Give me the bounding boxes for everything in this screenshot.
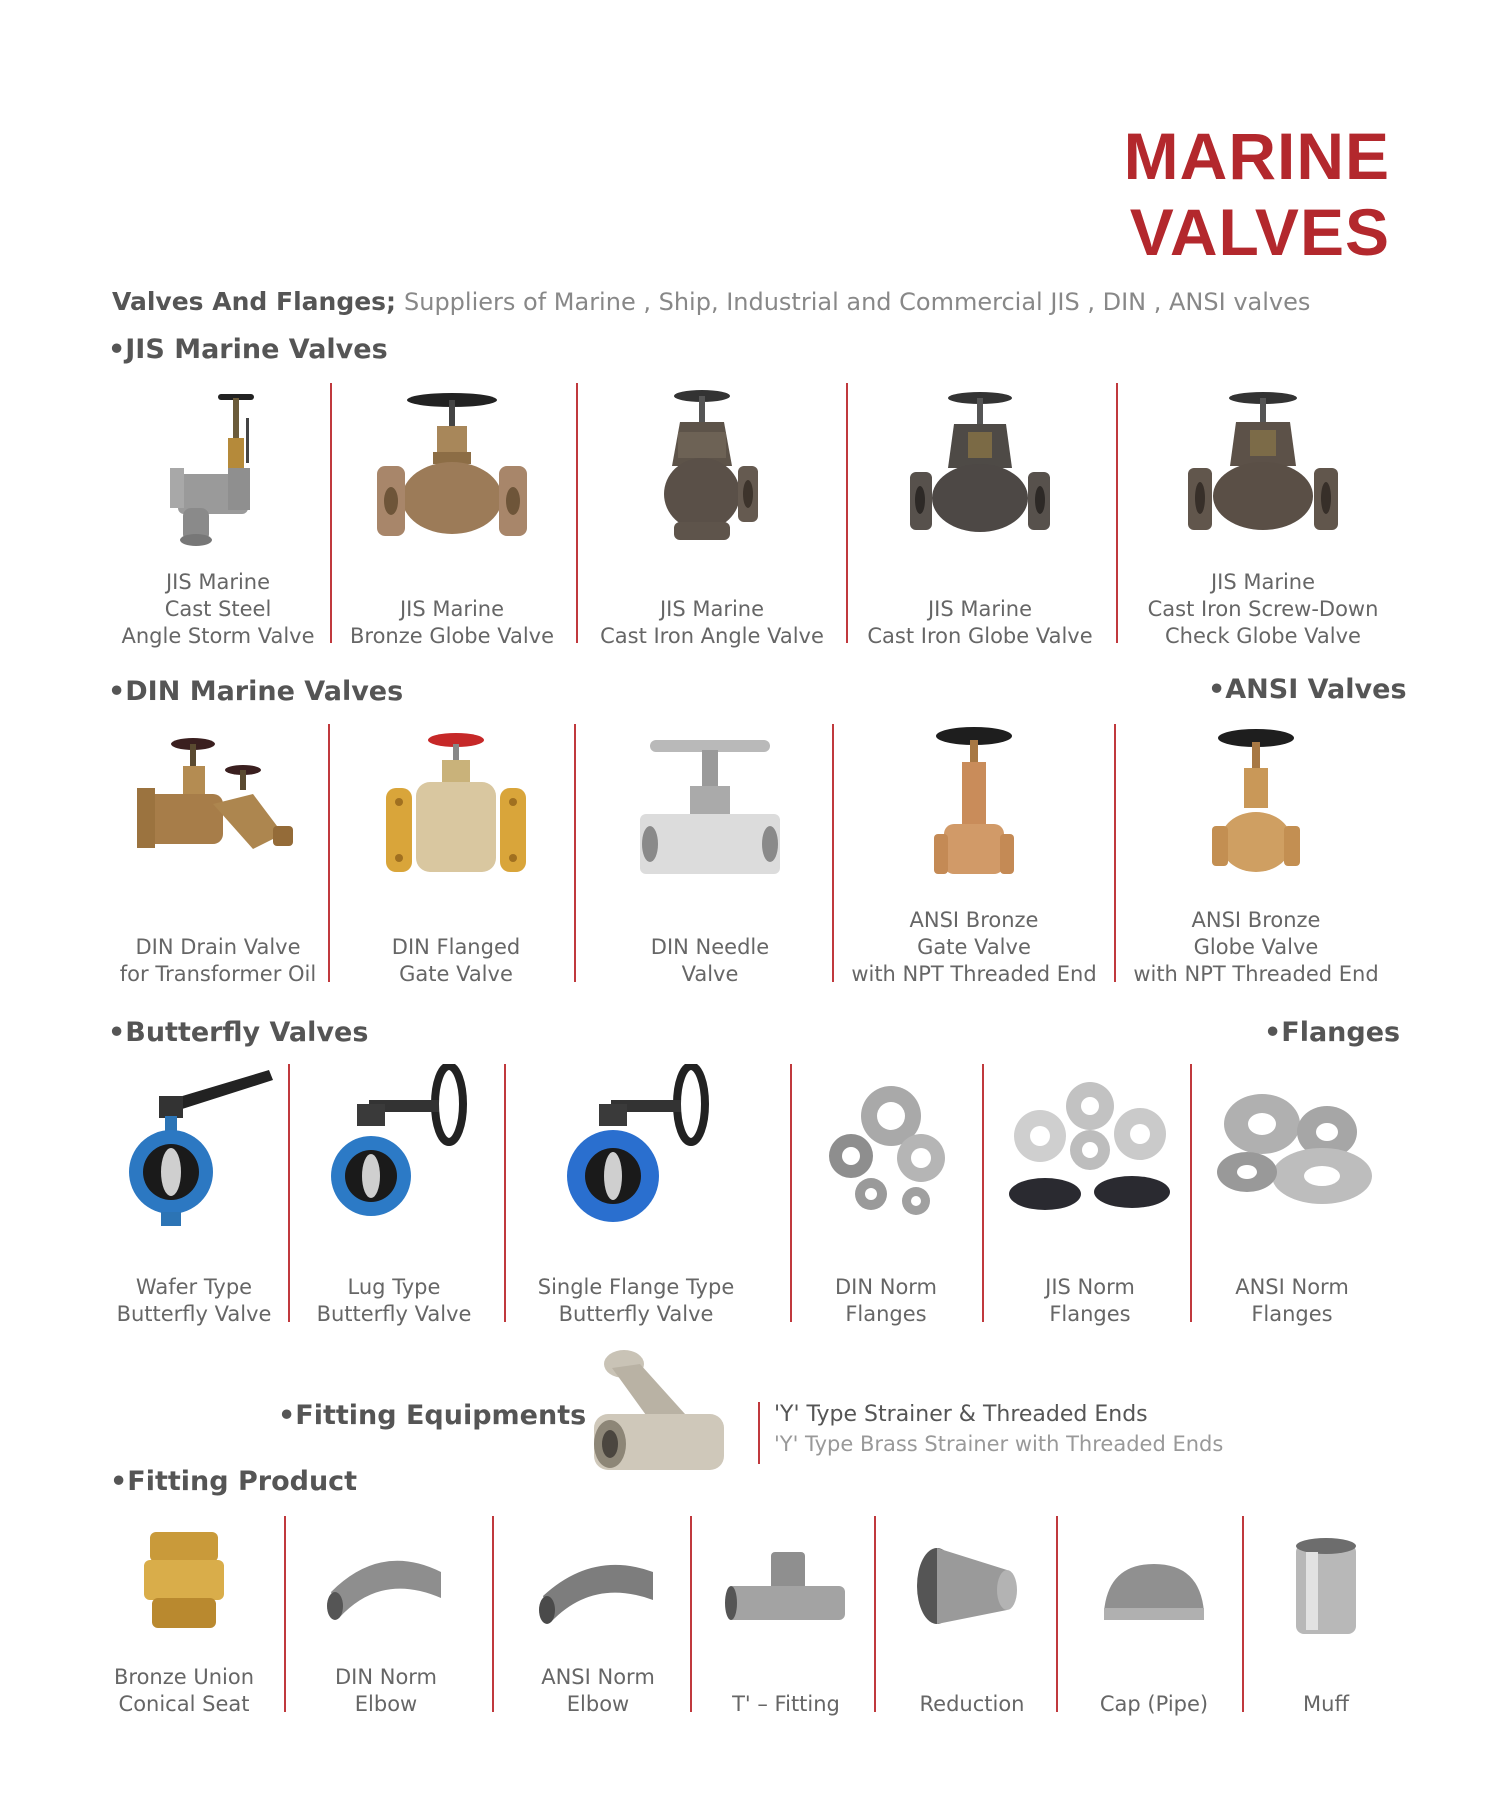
section-jis-heading: •JIS Marine Valves [108,334,388,365]
ansi-gate-valve-image [844,724,1104,894]
divider [790,1064,792,1322]
caption-line: DIN Drain Valve [135,935,301,959]
caption-line: Gate Valve [917,935,1031,959]
caption-line: DIN Norm [834,1275,938,1299]
product-jis-cast-iron-angle [588,378,836,650]
caption-line: ANSI Bronze [909,908,1039,932]
section-fitting-product-heading: •Fitting Product [110,1466,358,1497]
product-din-drain [108,720,328,988]
divider [1190,1064,1192,1322]
product-jis-screw-down-check [1128,378,1398,650]
product-jis-cast-iron-globe [856,378,1104,650]
section-din-heading: •DIN Marine Valves [108,676,404,707]
divider [288,1064,290,1322]
section-butterfly-heading: •Butterfly Valves [108,1017,369,1048]
caption [844,907,1104,988]
caption [856,596,1104,650]
flanged-gate-valve-image [340,730,572,890]
caption-line: Cast Iron Screw-Down [1147,597,1379,621]
section-flanges-heading: •Flanges [1264,1017,1401,1048]
caption-line: Butterfly Valve [558,1302,714,1326]
caption-line: Lug Type [347,1275,441,1299]
caption-line: Butterfly Valve [116,1302,272,1326]
ansi-globe-valve-image [1126,724,1386,894]
caption-line: JIS Marine [165,570,271,594]
divider [1116,383,1118,643]
bronze-union-image [104,1526,264,1636]
caption [1202,1274,1382,1328]
divider [1242,1516,1244,1712]
din-flanges-image [800,1076,972,1226]
needle-valve-image [586,734,834,894]
lug-butterfly-valve-image [300,1064,488,1234]
bronze-globe-valve-image [342,386,562,546]
caption-line: JIS Marine [1210,570,1316,594]
screw-down-check-valve-image [1128,386,1398,546]
drain-valve-image [108,734,328,864]
divider [328,724,330,982]
caption-line: Cast Iron Globe Valve [867,624,1093,648]
cap-pipe-image [1068,1558,1240,1628]
jis-flanges-image [992,1076,1188,1226]
caption-line: Globe Valve [1193,935,1319,959]
caption [800,1274,972,1328]
y-strainer-image [584,1344,734,1484]
t-fitting-image [706,1546,866,1636]
product-ansi-flanges [1202,1060,1382,1328]
caption [1068,1691,1240,1718]
divider [832,724,834,982]
product-jis-angle-storm [108,378,328,650]
product-lug-butterfly [300,1060,488,1328]
caption [508,1664,688,1718]
caption-line: Cast Iron Angle Valve [600,624,824,648]
caption-line: for Transformer Oil [119,962,317,986]
intro-line [112,287,1310,316]
product-wafer-butterfly [104,1060,284,1328]
caption-line: Elbow [566,1692,630,1716]
caption [588,596,836,650]
caption-line: DIN Norm [334,1665,438,1689]
caption-line: Flanges [1049,1302,1131,1326]
caption-line: Wafer Type [135,1275,253,1299]
caption-line: Check Globe Valve [1165,624,1361,648]
divider [574,724,576,982]
product-ansi-elbow [508,1512,688,1718]
product-single-flange-butterfly [518,1060,754,1328]
caption-line: Flanges [1251,1302,1333,1326]
ansi-elbow-image [508,1556,688,1626]
caption-line: Cast Steel [164,597,272,621]
muff-image [1256,1532,1396,1642]
wafer-butterfly-valve-image [104,1064,284,1234]
caption-line: Angle Storm Valve [121,624,315,648]
product-bronze-union [104,1512,264,1718]
caption-line: Elbow [354,1692,418,1716]
caption [340,934,572,988]
caption [300,1664,472,1718]
divider [576,383,578,643]
cast-iron-angle-valve-image [588,386,836,546]
product-cap-pipe [1068,1512,1240,1718]
section-fitting-equipments-heading: •Fitting Equipments [278,1400,587,1431]
page-title: MARINE VALVES [1123,119,1390,269]
product-din-needle [586,720,834,988]
reduction-image [888,1540,1056,1640]
caption-line: DIN Flanged [391,935,521,959]
caption [104,1664,264,1718]
intro-bold: Valves And Flanges; [112,287,397,316]
caption-line: Bronze Globe Valve [349,624,555,648]
product-ansi-bronze-globe [1126,720,1386,988]
divider [874,1516,876,1712]
product-din-flanged-gate [340,720,572,988]
caption [108,934,328,988]
divider [284,1516,286,1712]
caption-line: Reduction [919,1692,1025,1716]
product-jis-bronze-globe [342,378,562,650]
divider [492,1516,494,1712]
intro-rest: Suppliers of Marine , Ship, Industrial and Commercial JIS , DIN , ANSI valves [404,288,1311,316]
din-elbow-image [300,1552,472,1622]
cast-iron-globe-valve-image [856,388,1104,548]
divider [982,1064,984,1322]
product-ansi-bronze-gate [844,720,1104,988]
divider [1114,724,1116,982]
divider [690,1516,692,1712]
caption-line: Muff [1303,1692,1349,1716]
divider [1056,1516,1058,1712]
caption-line: JIS Marine [659,597,765,621]
caption-line: Gate Valve [399,962,513,986]
caption-line: Butterfly Valve [316,1302,472,1326]
caption-line: with NPT Threaded End [1133,962,1379,986]
caption [1126,907,1386,988]
strainer-subtitle: 'Y' Type Brass Strainer with Threaded Ends [774,1432,1224,1456]
angle-storm-valve-image [108,388,328,548]
caption [108,569,328,650]
caption-line: T' – Fitting [732,1692,840,1716]
caption-line: ANSI Norm [541,1665,655,1689]
section-ansi-heading: •ANSI Valves [1208,674,1407,705]
caption [342,596,562,650]
caption [104,1274,284,1328]
caption-line: Cap (Pipe) [1099,1692,1209,1716]
product-din-elbow [300,1512,472,1718]
caption-line: DIN Needle [650,935,770,959]
caption-line: ANSI Norm [1235,1275,1349,1299]
caption [300,1274,488,1328]
divider [504,1064,506,1322]
caption-line: Flanges [845,1302,927,1326]
caption-line: JIS Marine [927,597,1033,621]
divider [330,383,332,643]
product-din-flanges [800,1060,972,1328]
product-t-fitting [706,1512,866,1718]
caption [586,934,834,988]
caption [888,1691,1056,1718]
caption-line: Bronze Union [113,1665,255,1689]
product-reduction [888,1512,1056,1718]
caption-line: JIS Norm [1045,1275,1135,1299]
caption-line: Single Flange Type [537,1275,735,1299]
divider [758,1402,760,1464]
caption-line: JIS Marine [399,597,505,621]
caption [992,1274,1188,1328]
caption-line: ANSI Bronze [1191,908,1321,932]
ansi-flanges-image [1202,1084,1382,1224]
caption [1256,1691,1396,1718]
product-jis-flanges [992,1060,1188,1328]
divider [846,383,848,643]
caption [518,1274,754,1328]
caption-line: Valve [681,962,739,986]
single-flange-butterfly-valve-image [518,1064,754,1234]
caption-line: with NPT Threaded End [851,962,1097,986]
product-muff [1256,1512,1396,1718]
caption [1128,569,1398,650]
strainer-title: 'Y' Type Strainer & Threaded Ends [774,1402,1148,1427]
caption [706,1691,866,1718]
caption-line: Conical Seat [118,1692,250,1716]
